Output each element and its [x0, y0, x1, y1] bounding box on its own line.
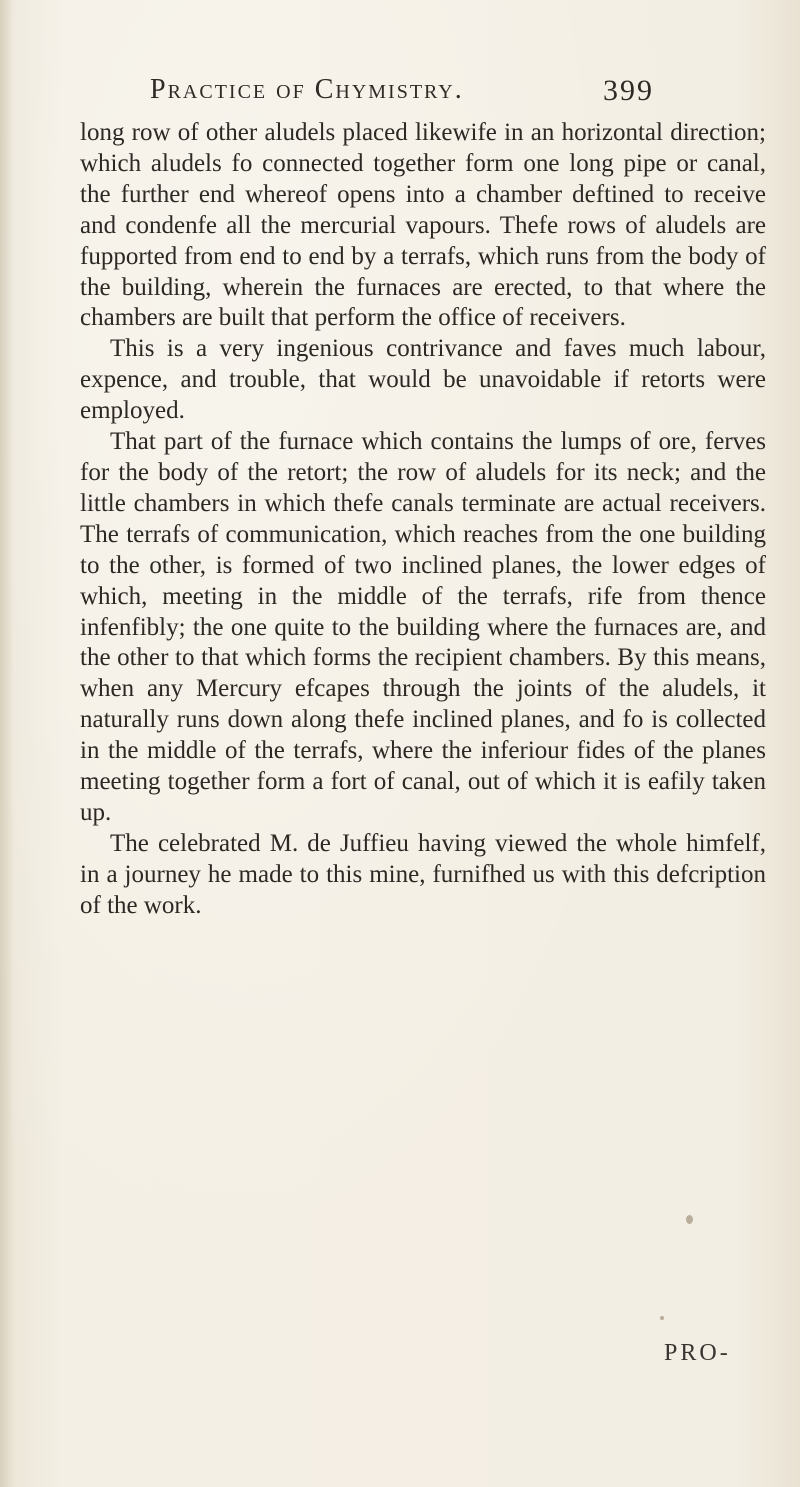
page-number: 399 [603, 74, 654, 107]
paragraph-2: This is a very ingenious contrivance and faves much labour, expence, and trouble, that would be unavoidable if retorts were employed. [80, 335, 766, 425]
paragraph-3: That part of the furnace which contains the lumps of ore, ferves for the body of the retort; the row of aludels for its neck; and the little chambers in which thefe canals terminate are actual receivers. The terrafs of communication, which reaches from the one building to the other, is formed of two inclined planes, the lower edges of which, meeting in the middle of the terrafs, rife from thence infenfibly; the one quite to the building where the furnaces are, and the other to that which forms the recipient chambers. By this means, when any Mercury efcapes through the joints of the aludels, it naturally runs down along thefe inclined planes, and fo is collected in the middle of the terrafs, where the inferiour fides of the planes meeting together form a fort of canal, out of which it is eafily taken up. [80, 428, 766, 826]
paragraph-4: The celebrated M. de Juffieu having viewed the whole himfelf, in a journey he made to this mine, furnifhed us with this defcription of the work. [80, 829, 766, 919]
page-gutter-shadow [0, 0, 14, 1487]
paper-speck [660, 1316, 664, 1320]
catchword: PRO- [664, 1340, 731, 1366]
running-head-title: Practice of Chymistry. [150, 74, 464, 105]
running-head [150, 74, 654, 114]
body-text [80, 118, 766, 922]
paper-speck [686, 1215, 693, 1224]
paragraph-1: long row of other aludels placed likewife in an horizontal direction; which aludels fo connected together form one long pipe or canal, the further end whereof opens into a chamber deftined to receive and condenfe all the mercurial vapours. Thefe rows of aludels are fupported from end to end by a terrafs, which runs from the body of the building, wherein the furnaces are erected, to that where the chambers are built that perform the office of receivers. [80, 119, 766, 332]
